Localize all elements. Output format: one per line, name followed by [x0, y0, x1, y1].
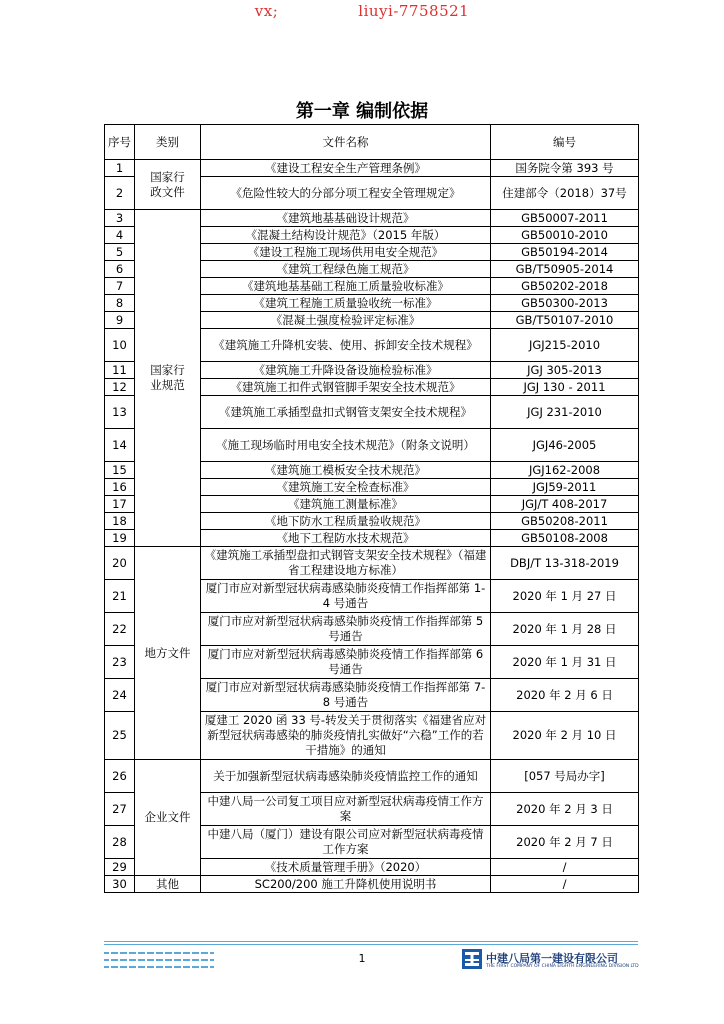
- row-doc: 厦门市应对新型冠状病毒感染肺炎疫情工作指挥部第 5 号通告: [201, 613, 491, 646]
- row-doc: 《建筑施工模板安全技术规范》: [201, 462, 491, 479]
- row-doc: 《建筑地基基础设计规范》: [201, 210, 491, 227]
- row-doc: 关于加强新型冠状病毒感染肺炎疫情监控工作的通知: [201, 760, 491, 793]
- row-code: GB/T50107-2010: [491, 312, 639, 329]
- row-seq: 27: [105, 793, 135, 826]
- row-code: DBJ/T 13-318-2019: [491, 547, 639, 580]
- footer-divider: [104, 941, 638, 942]
- row-seq: 29: [105, 859, 135, 876]
- company-name-en: THE FIRST COMPANY OF CHINA EIGHTH ENGINEERING DIVISION LTD: [486, 964, 639, 969]
- row-code: /: [491, 876, 639, 893]
- row-seq: 17: [105, 496, 135, 513]
- row-seq: 12: [105, 379, 135, 396]
- row-seq: 5: [105, 244, 135, 261]
- row-code: GB50300-2013: [491, 295, 639, 312]
- category-cell: 其他: [135, 876, 201, 893]
- row-code: 2020 年 2 月 3 日: [491, 793, 639, 826]
- basis-table: [104, 124, 639, 893]
- row-doc: 《建设工程施工现场供用电安全规范》: [201, 244, 491, 261]
- row-doc: SC200/200 施工升降机使用说明书: [201, 876, 491, 893]
- row-doc: 《技术质量管理手册》（2020）: [201, 859, 491, 876]
- row-seq: 24: [105, 679, 135, 712]
- header-seq: 序号: [105, 125, 135, 160]
- row-seq: 30: [105, 876, 135, 893]
- watermark-right: liuyi-7758521: [358, 2, 470, 20]
- row-doc: 《建筑施工安全检查标准》: [201, 479, 491, 496]
- row-code: 住建部令（2018）37号: [491, 177, 639, 210]
- row-code: JGJ 305-2013: [491, 362, 639, 379]
- category-cell: 地方文件: [135, 547, 201, 760]
- row-code: [057 号局办字]: [491, 760, 639, 793]
- row-doc: 《混凝土结构设计规范》（2015 年版）: [201, 227, 491, 244]
- row-seq: 13: [105, 396, 135, 429]
- row-doc: 《建筑地基基础工程施工质量验收标准》: [201, 278, 491, 295]
- row-code: 2020 年 2 月 7 日: [491, 826, 639, 859]
- chapter-title: 第一章 编制依据: [295, 101, 429, 122]
- row-code: JGJ162-2008: [491, 462, 639, 479]
- row-doc: 《建筑工程施工质量验收统一标准》: [201, 295, 491, 312]
- watermark-left: vx;: [254, 2, 279, 20]
- row-doc: 《建筑施工承插型盘扣式钢管支架安全技术规程》: [201, 396, 491, 429]
- row-code: 2020 年 1 月 27 日: [491, 580, 639, 613]
- row-code: JGJ/T 408-2017: [491, 496, 639, 513]
- header-doc: 文件名称: [201, 125, 491, 160]
- row-seq: 10: [105, 329, 135, 362]
- category-cell: 企业文件: [135, 760, 201, 876]
- row-code: GB50007-2011: [491, 210, 639, 227]
- row-seq: 9: [105, 312, 135, 329]
- page-number: 1: [358, 952, 366, 965]
- company-logo-icon: [462, 949, 482, 969]
- row-doc: 《建筑施工扣件式钢管脚手架安全技术规范》: [201, 379, 491, 396]
- row-doc: 《施工现场临时用电安全技术规范》（附条文说明）: [201, 429, 491, 462]
- table-row: [105, 547, 639, 580]
- row-code: 2020 年 2 月 6 日: [491, 679, 639, 712]
- row-seq: 21: [105, 580, 135, 613]
- row-code: GB50010-2010: [491, 227, 639, 244]
- row-seq: 20: [105, 547, 135, 580]
- row-code: GB50194-2014: [491, 244, 639, 261]
- row-seq: 1: [105, 160, 135, 177]
- row-code: JGJ46-2005: [491, 429, 639, 462]
- row-doc: 中建八局（厦门）建设有限公司应对新型冠状病毒疫情工作方案: [201, 826, 491, 859]
- row-doc: 《建设工程安全生产管理条例》: [201, 160, 491, 177]
- header-category: 类别: [135, 125, 201, 160]
- row-doc: 中建八局一公司复工项目应对新型冠状病毒疫情工作方案: [201, 793, 491, 826]
- row-doc: 《地下防水工程质量验收规范》: [201, 513, 491, 530]
- row-code: GB/T50905-2014: [491, 261, 639, 278]
- row-doc: 《建筑施工承插型盘扣式钢管支架安全技术规程》（福建省工程建设地方标准）: [201, 547, 491, 580]
- row-seq: 4: [105, 227, 135, 244]
- row-doc: 《危险性较大的分部分项工程安全管理规定》: [201, 177, 491, 210]
- row-code: JGJ215-2010: [491, 329, 639, 362]
- row-code: 2020 年 1 月 31 日: [491, 646, 639, 679]
- row-code: /: [491, 859, 639, 876]
- row-seq: 26: [105, 760, 135, 793]
- row-doc: 厦门市应对新型冠状病毒感染肺炎疫情工作指挥部第 7-8 号通告: [201, 679, 491, 712]
- table-row: [105, 876, 639, 893]
- row-doc: 厦建工 2020 函 33 号-转发关于贯彻落实《福建省应对新型冠状病毒感染的肺炎疫情扎实做好“六稳”工作的若干措施》的通知: [201, 712, 491, 760]
- row-seq: 22: [105, 613, 135, 646]
- table-header-row: [105, 125, 639, 160]
- row-seq: 25: [105, 712, 135, 760]
- row-doc: 《建筑施工升降设备设施检验标准》: [201, 362, 491, 379]
- row-seq: 3: [105, 210, 135, 227]
- company-name: 中建八局第一建设有限公司: [486, 952, 618, 965]
- footer-divider-thin: [104, 944, 638, 945]
- row-code: 2020 年 1 月 28 日: [491, 613, 639, 646]
- row-seq: 16: [105, 479, 135, 496]
- row-code: JGJ 130 - 2011: [491, 379, 639, 396]
- category-cell: 国家行业规范: [135, 210, 201, 547]
- row-doc: 《建筑施工测量标准》: [201, 496, 491, 513]
- row-doc: 厦门市应对新型冠状病毒感染肺炎疫情工作指挥部第 6 号通告: [201, 646, 491, 679]
- row-seq: 14: [105, 429, 135, 462]
- row-doc: 《建筑施工升降机安装、使用、拆卸安全技术规程》: [201, 329, 491, 362]
- row-code: 国务院令第 393 号: [491, 160, 639, 177]
- table-row: [105, 160, 639, 177]
- header-code: 编号: [491, 125, 639, 160]
- row-seq: 19: [105, 530, 135, 547]
- row-doc: 《混凝土强度检验评定标准》: [201, 312, 491, 329]
- row-seq: 28: [105, 826, 135, 859]
- row-seq: 11: [105, 362, 135, 379]
- row-seq: 8: [105, 295, 135, 312]
- row-code: GB50108-2008: [491, 530, 639, 547]
- row-doc: 《地下工程防水技术规范》: [201, 530, 491, 547]
- row-seq: 23: [105, 646, 135, 679]
- watermark: [0, 2, 724, 20]
- row-doc: 《建筑工程绿色施工规范》: [201, 261, 491, 278]
- row-code: JGJ59-2011: [491, 479, 639, 496]
- row-seq: 15: [105, 462, 135, 479]
- row-code: GB50202-2018: [491, 278, 639, 295]
- table-row: [105, 760, 639, 793]
- row-code: JGJ 231-2010: [491, 396, 639, 429]
- table-row: [105, 210, 639, 227]
- row-seq: 2: [105, 177, 135, 210]
- row-seq: 7: [105, 278, 135, 295]
- row-doc: 厦门市应对新型冠状病毒感染肺炎疫情工作指挥部第 1-4 号通告: [201, 580, 491, 613]
- row-seq: 6: [105, 261, 135, 278]
- category-cell: 国家行政文件: [135, 160, 201, 210]
- row-code: 2020 年 2 月 10 日: [491, 712, 639, 760]
- row-seq: 18: [105, 513, 135, 530]
- row-code: GB50208-2011: [491, 513, 639, 530]
